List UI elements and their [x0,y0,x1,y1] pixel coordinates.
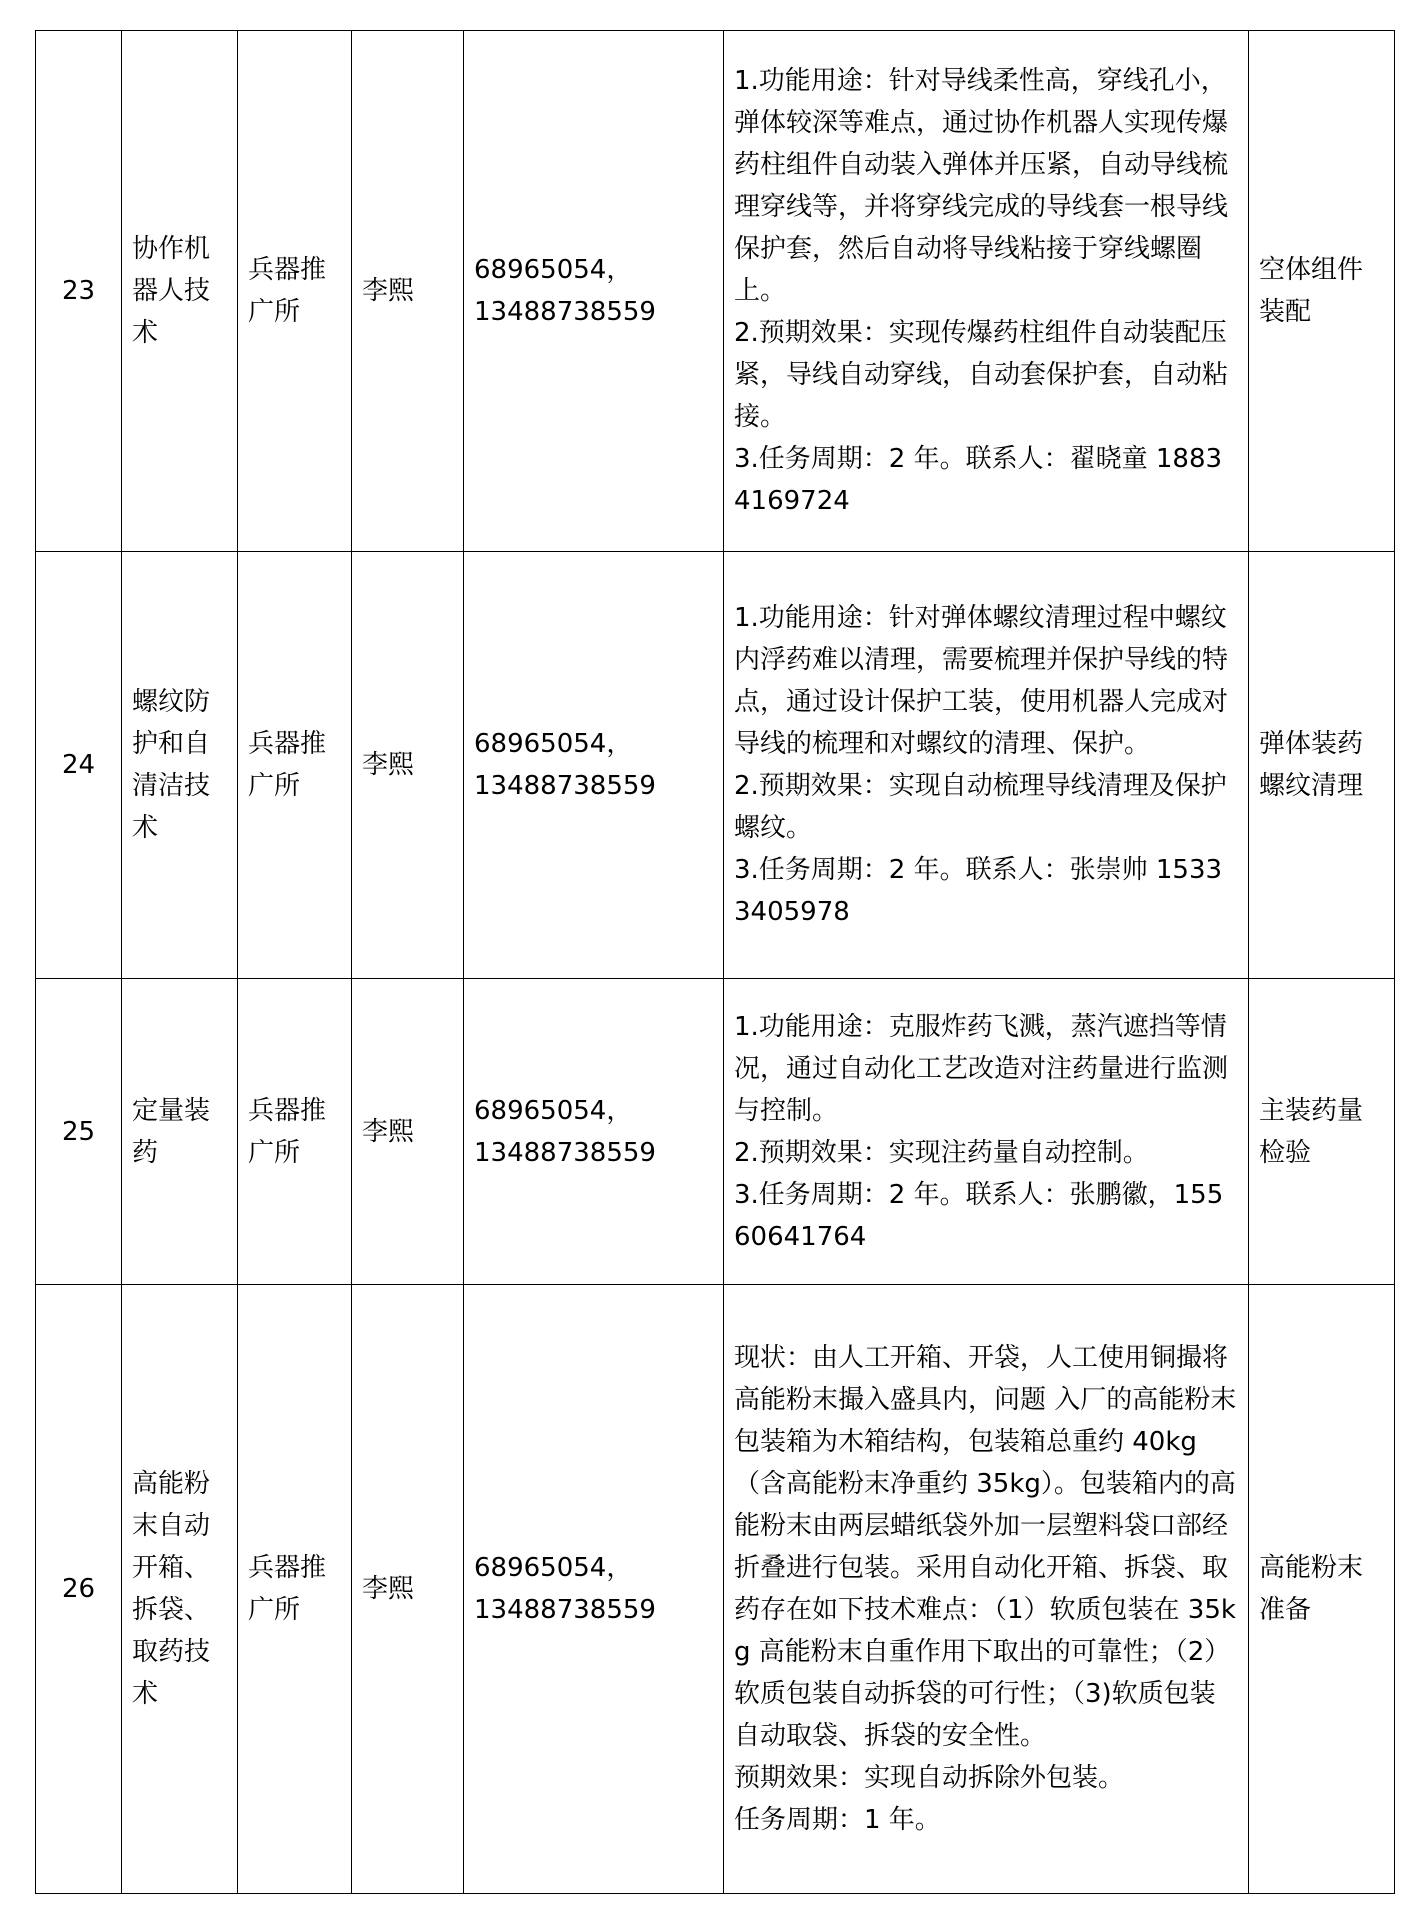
process-step: 空体组件装配 [1249,31,1395,552]
contact-person: 李熙 [352,1285,464,1894]
project-name: 协作机器人技术 [122,31,238,552]
table-row [36,552,1395,979]
description-effect: 预期效果：实现自动拆除外包装。 [734,1763,1125,1793]
description-cell [724,1285,1249,1894]
description-cell [724,552,1249,979]
process-step: 主装药量检验 [1249,979,1395,1285]
table-row [36,31,1395,552]
description-purpose: 1.功能用途：克服炸药飞溅，蒸汽遮挡等情况，通过自动化工艺改造对注药量进行监测与控制。 [734,1011,1229,1126]
description-effect: 2.预期效果：实现注药量自动控制。 [734,1137,1149,1168]
process-step: 弹体装药螺纹清理 [1249,552,1395,979]
phone-mobile: 13488738559 [474,1595,656,1625]
description-effect: 2.预期效果：实现自动梳理导线清理及保护螺纹。 [734,771,1227,843]
description-effect: 2.预期效果：实现传爆药柱组件自动装配压紧，导线自动穿线，自动套保护套，自动粘接。 [734,318,1229,432]
description-status: 现状：由人工开箱、开袋，人工使用铜撮将高能粉末撮入盛具内，问题 入厂的高能粉末包装箱为木箱结构，包装箱总重约 40kg（含高能粉末净重约 35kg）。包装箱内的高能粉末由两层蜡纸袋外加一层塑料袋口部经折叠进行包装。采用自动化开箱、拆袋、取药存在如下技术难点：（1）软质包装在 35kg 高能粉末自重作用下取出的可靠性；（2）软质包装自动拆袋的可行性；（3)软质包装自动取袋、拆袋的安全性。 [734,1343,1237,1751]
row-number: 26 [36,1285,122,1894]
phone-landline: 68965054， [474,1095,633,1126]
description-cell [724,979,1249,1285]
unit-name: 兵器推广所 [238,552,352,979]
phone-landline: 68965054， [474,729,633,759]
table-row [36,1285,1395,1894]
project-name: 定量装药 [122,979,238,1285]
phone-mobile: 13488738559 [474,771,656,801]
phone-mobile: 13488738559 [474,297,656,327]
row-number: 24 [36,552,122,979]
phone-cell [464,552,724,979]
contact-person: 李熙 [352,552,464,979]
process-step: 高能粉末准备 [1249,1285,1395,1894]
contact-person: 李熙 [352,31,464,552]
phone-landline: 68965054， [474,255,633,285]
contact-person: 李熙 [352,979,464,1285]
description-period: 3.任务周期：2 年。联系人：张崇帅 15333405978 [734,855,1223,927]
phone-cell [464,979,724,1285]
unit-name: 兵器推广所 [238,979,352,1285]
description-cell [724,31,1249,552]
description-period: 任务周期：1 年。 [734,1805,941,1835]
description-purpose: 1.功能用途：针对弹体螺纹清理过程中螺纹内浮药难以清理，需要梳理并保护导线的特点，通过设计保护工装，使用机器人完成对导线的梳理和对螺纹的清理、保护。 [734,603,1229,759]
phone-cell [464,31,724,552]
project-name: 螺纹防护和自清洁技术 [122,552,238,979]
unit-name: 兵器推广所 [238,31,352,552]
phone-mobile: 13488738559 [474,1137,656,1168]
phone-landline: 68965054， [474,1553,633,1583]
description-purpose: 1.功能用途：针对导线柔性高，穿线孔小，弹体较深等难点，通过协作机器人实现传爆药柱组件自动装入弹体并压紧，自动导线梳理穿线等，并将穿线完成的导线套一根导线保护套，然后自动将导线粘接于穿线螺圈上。 [734,66,1229,306]
project-name: 高能粉末自动开箱、拆袋、取药技术 [122,1285,238,1894]
unit-name: 兵器推广所 [238,1285,352,1894]
description-period: 3.任务周期：2 年。联系人：张鹏徽，15560641764 [734,1179,1224,1252]
row-number: 23 [36,31,122,552]
row-number: 25 [36,979,122,1285]
phone-cell [464,1285,724,1894]
table-row [36,979,1395,1285]
description-period: 3.任务周期：2 年。联系人：翟晓童 18834169724 [734,444,1223,516]
project-table [35,30,1395,1894]
